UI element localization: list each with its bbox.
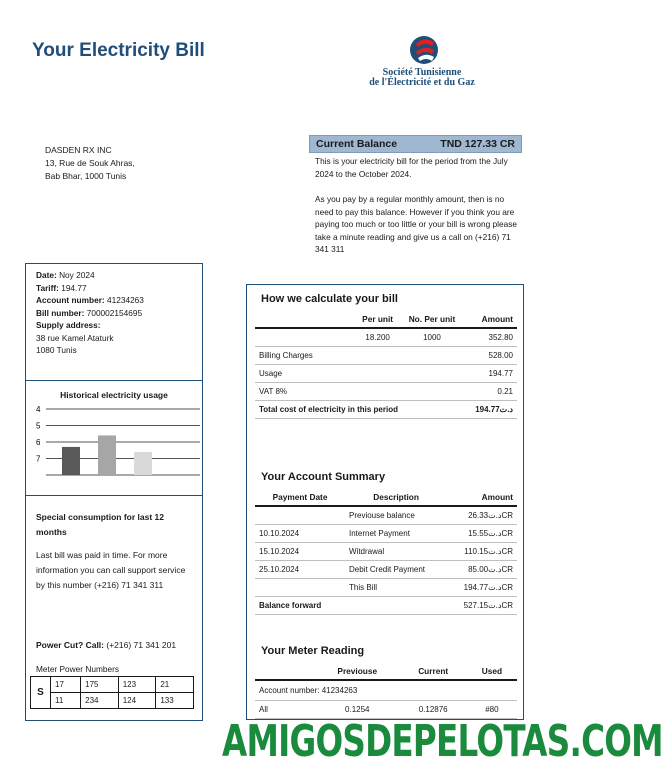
- meter-numbers-table: [30, 676, 194, 709]
- meter-cell: 124: [118, 693, 156, 709]
- current-balance-amount: TND 127.33 CR: [440, 138, 515, 150]
- power-cut-line: Power Cut? Call: (+216) 71 341 201: [36, 640, 177, 650]
- bill-date: Noy 2024: [59, 270, 95, 280]
- meter-cell: 21: [156, 677, 194, 693]
- meter-cell: 123: [118, 677, 156, 693]
- table-row: Total cost of electricity in this period د.ت194.77: [255, 400, 517, 418]
- watermark: AMIGOSDEPELOTAS.COM: [222, 716, 663, 767]
- supply-address-line2: 1080 Tunis: [36, 345, 77, 355]
- table-row: 25.10.2024 Debit Credit Payment د.ت85.00CR: [255, 560, 517, 578]
- y-tick-label: 5: [36, 421, 41, 431]
- meter-reading-table: Previouse Current Used Account number: 41234263 All 0.1254 0.12876 #80: [255, 663, 517, 719]
- table-row: VAT 8% 0.21: [255, 382, 517, 400]
- page-title: Your Electricity Bill: [32, 40, 205, 61]
- meter-cell: 17: [51, 677, 81, 693]
- bill-number: 700002154695: [86, 307, 143, 318]
- customer-city: Bab Bhar, 1000 Tunis: [45, 171, 127, 181]
- meter-cell: 11: [51, 693, 81, 709]
- meter-cell: 234: [81, 693, 119, 709]
- meter-cell: 133: [156, 693, 194, 709]
- calc-title: How we calculate your bill: [261, 293, 398, 305]
- y-tick-label: 6: [36, 438, 41, 447]
- usage-bar: [134, 452, 152, 475]
- current-balance-bar: [309, 135, 522, 153]
- balance-text-info: As you pay by a regular monthly amount, then is no need to pay this balance. However if you think you are paying too much or too little or your bill is wrong please take a minute reading and give us a call on (+216) 71 341 311: [315, 194, 517, 254]
- col-per-unit: Per unit: [355, 311, 400, 328]
- col-no-per-unit: No. Per unit: [400, 311, 463, 328]
- account-number: 41234263: [107, 295, 144, 305]
- table-row: Billing Charges 528.00: [255, 346, 517, 364]
- table-row: This Bill د.ت194.77CR: [255, 578, 517, 596]
- current-balance-label: Current Balance: [316, 138, 398, 150]
- usage-chart: [26, 403, 202, 493]
- calc-table: [255, 311, 517, 419]
- table-row: Balance forward د.ت527.15CR: [255, 596, 517, 614]
- meter-s-cell: S: [31, 677, 51, 709]
- supply-address-line1: 38 rue Kamel Ataturk: [36, 332, 114, 343]
- summary-title: Your Account Summary: [261, 471, 386, 483]
- meter-numbers-label: Meter Power Numbers: [36, 664, 119, 674]
- power-cut-number: (+216) 71 341 201: [106, 640, 177, 650]
- meter-reading-title: Your Meter Reading: [261, 645, 365, 657]
- table-row: 18.200 1000 352.80: [255, 328, 517, 346]
- special-text: Last bill was paid in time. For more information you can call support service by this number (+216) 71 341 311: [36, 550, 186, 590]
- special-title: Special consumption for last 12 months: [36, 512, 165, 537]
- table-row: Previouse balance د.ت26.33CR: [255, 506, 517, 524]
- table-row: 15.10.2024 Witdrawal د.ت110.15CR: [255, 542, 517, 560]
- y-tick-label: 7: [36, 454, 41, 464]
- customer-street: 13, Rue de Souk Ahras,: [45, 158, 135, 168]
- table-row: 10.10.2024 Internet Payment د.ت15.55CR: [255, 524, 517, 542]
- balance-description: [315, 155, 522, 269]
- bill-details-panel: [246, 284, 524, 720]
- col-amount: Amount: [464, 311, 517, 328]
- table-row: Usage 194.77: [255, 364, 517, 382]
- chart-title: Historical electricity usage: [60, 390, 168, 400]
- meter-cell: 175: [81, 677, 119, 693]
- logo-text: Société Tunisienne de l'Électricité et du Gaz: [369, 67, 475, 88]
- balance-text-period: This is your electricity bill for the period from the July 2024 to the October 2024.: [315, 156, 508, 179]
- tariff-value: 194.77: [61, 282, 87, 293]
- account-info-box: Date: Noy 2024 Tariff: 194.77 Account number: 41234263 Bill number: 700002154695 Supply address: 38 rue Kamel Ataturk 1080 Tunis: [25, 263, 203, 381]
- customer-name: DASDEN RX INC: [45, 145, 112, 155]
- supply-address-label: Supply address:: [36, 320, 101, 330]
- usage-bar: [98, 435, 116, 475]
- table-row: Account number: 41234263: [255, 680, 517, 700]
- usage-bar: [62, 447, 80, 475]
- usage-chart-box: [25, 380, 203, 496]
- summary-table: Payment Date Description Amount Previouse balance د.ت26.33CR 10.10.2024 Internet Payment د.ت15.55CR 15.10.2024 Witdrawal د.ت110.15CR 25.10.2024 Debit Credit Payment د.ت85.00CR This Bill د.ت194.77CR Balance forward د.ت527.15CR: [255, 489, 517, 615]
- y-tick-label: 4: [36, 405, 41, 414]
- table-row: All 0.1254 0.12876 #80: [255, 700, 517, 718]
- customer-address: [45, 144, 135, 183]
